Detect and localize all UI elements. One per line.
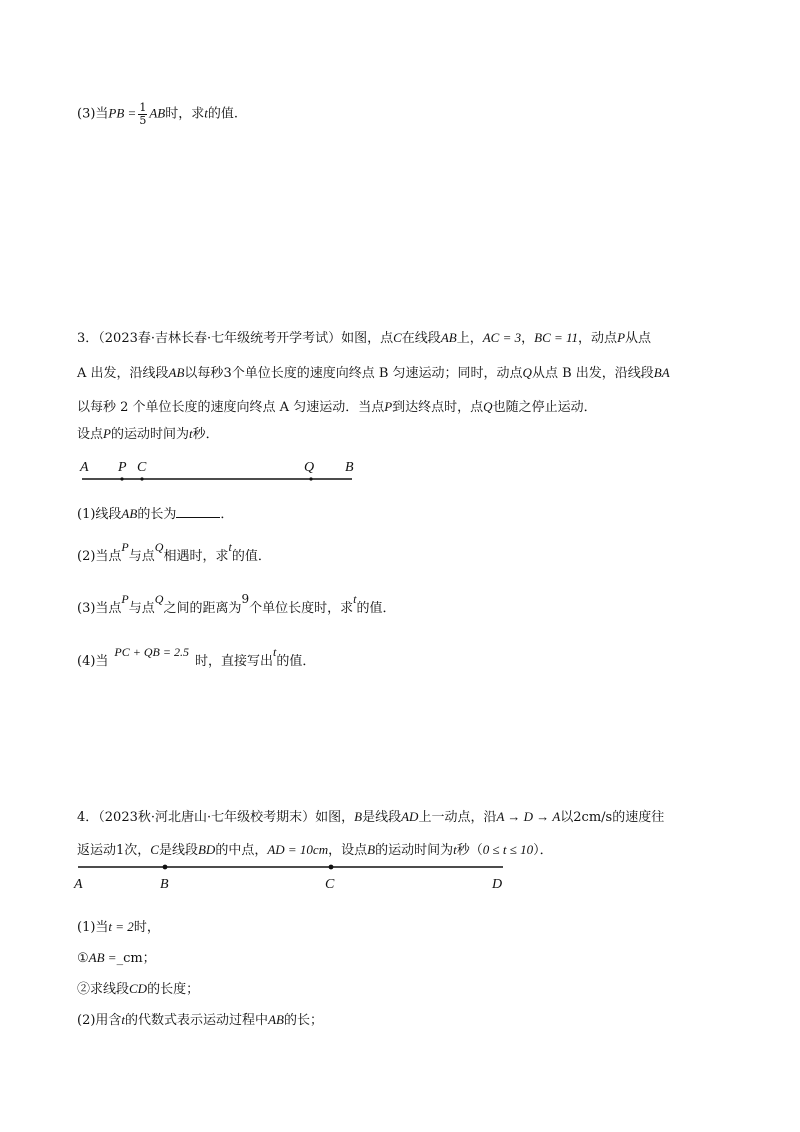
text: 3．（2023春·吉林长春·七年级统考开学考试）如图，点	[77, 331, 394, 346]
text: ②求线段	[77, 982, 130, 997]
text: 上，	[456, 331, 483, 346]
text: ，	[521, 331, 535, 346]
text: (1)线段	[77, 507, 122, 522]
text: 以每秒 2 个单位长度的速度向终点 A 匀速运动．当点	[77, 400, 385, 415]
problem-3-line-4	[77, 423, 219, 442]
problem-4-part-1-ii	[77, 978, 199, 997]
math-ad: AD	[401, 809, 419, 824]
text: ．	[220, 507, 234, 522]
math-bc: BC = 11	[534, 330, 579, 345]
text: 秒．	[192, 427, 219, 442]
point-c	[329, 865, 334, 870]
math-9: 9	[241, 592, 250, 606]
math-cd: CD	[129, 981, 148, 996]
text: 与点	[128, 601, 155, 616]
text: 的长；	[283, 1013, 323, 1028]
problem-3-line-3	[77, 396, 597, 415]
math-ab: AB	[168, 365, 185, 380]
text: 的运动时间为	[375, 843, 454, 858]
math-q: Q	[154, 540, 164, 554]
math-ab: AB	[149, 105, 166, 121]
point-c	[140, 477, 143, 480]
text: (2)当点	[77, 549, 122, 564]
problem-4-part-2	[77, 1009, 323, 1028]
point-p	[120, 477, 123, 480]
text: 以	[560, 810, 574, 825]
math-ab-eq: AB =	[88, 950, 117, 965]
problem-4-figure	[68, 858, 518, 894]
text: 个单位长度的速度向终点 B 匀速运动；同时，动点	[231, 366, 523, 381]
text: 在线段	[401, 331, 441, 346]
text: (3)当	[77, 106, 109, 122]
text: 是线段	[362, 810, 402, 825]
text: 从点 B 出发，沿线段	[531, 366, 654, 381]
text: (2)用含	[77, 1013, 122, 1028]
math-t: t	[353, 592, 357, 606]
label-b: B	[160, 877, 169, 892]
text: (4)当	[77, 654, 109, 669]
text: 个单位长度时，求	[249, 601, 354, 616]
text: 设点	[77, 427, 104, 442]
text: ；	[142, 951, 156, 966]
text: 上一动点，沿	[418, 810, 497, 825]
math-q: Q	[483, 399, 493, 414]
label-b: B	[345, 460, 354, 475]
text: 秒（	[456, 843, 483, 858]
text: 到达终点时，点	[392, 400, 484, 415]
math-p: P	[121, 540, 129, 554]
text: 也随之停止运动．	[492, 400, 597, 415]
answer-blank	[176, 505, 220, 518]
math-path: A → D → A	[496, 809, 561, 824]
text: 相遇时，求	[163, 549, 229, 564]
math-bd: BD	[197, 842, 216, 857]
math-t: t	[188, 426, 193, 441]
text: 的中点，	[215, 843, 268, 858]
math-speed: 2cm/s	[573, 810, 613, 825]
point-b	[163, 865, 168, 870]
problem-4-part-1-i	[77, 947, 156, 966]
math-ac: AC = 3	[482, 330, 522, 345]
fraction-denominator: 5	[139, 114, 147, 127]
text: 时，	[133, 920, 160, 935]
text: 时，求	[165, 106, 205, 122]
math-t: t	[272, 645, 277, 659]
text: 的值．	[276, 654, 316, 669]
math-pb: PB =	[108, 105, 137, 121]
text: 是线段	[158, 843, 198, 858]
text: ①	[77, 951, 89, 966]
problem-3-line-1	[77, 327, 651, 346]
text: 的长为	[137, 507, 177, 522]
math-c: C	[150, 842, 159, 857]
math-p: P	[617, 330, 626, 345]
text: ）．	[533, 843, 553, 858]
text: 时，直接写出	[194, 654, 273, 669]
text: 的值.	[207, 106, 238, 122]
text: 的速度往	[612, 810, 665, 825]
math-t: t	[204, 105, 208, 121]
math-q: Q	[154, 592, 164, 606]
text: 返运动1次，	[77, 843, 151, 858]
math-c: C	[393, 330, 402, 345]
text: 4．（2023秋·河北唐山·七年级校考期末）如图，	[77, 810, 355, 825]
math-cm: cm	[123, 951, 143, 966]
label-q: Q	[304, 460, 315, 475]
math-ab: AB	[440, 330, 457, 345]
text: (3)当点	[77, 601, 122, 616]
math-t: t	[228, 540, 232, 554]
text: 的长度；	[147, 982, 200, 997]
math-b: B	[354, 809, 363, 824]
label-a: A	[74, 877, 83, 892]
text: (1)当	[77, 920, 109, 935]
text: 的值．	[231, 549, 271, 564]
problem-3-line-2	[77, 362, 670, 381]
math-p: P	[121, 592, 129, 606]
text: 的值．	[356, 601, 396, 616]
text: 从点	[625, 331, 652, 346]
math-p: P	[103, 426, 111, 441]
problem-3-part-3	[77, 592, 396, 616]
math-ab: AB	[121, 506, 138, 521]
text: ，动点	[578, 331, 618, 346]
math-ad-eq: AD = 10cm	[267, 842, 329, 857]
problem-3-part-1	[77, 503, 233, 522]
math-pc-qb: PC + QB = 2.5	[114, 645, 189, 659]
label-a: A	[80, 460, 89, 475]
problem-3-part-4	[77, 645, 316, 669]
math-b: B	[367, 842, 376, 857]
text: 与点	[128, 549, 155, 564]
problem-4-line-2	[77, 839, 553, 858]
text: 以每秒	[184, 366, 224, 381]
math-t: t	[121, 1012, 126, 1027]
q2-part3	[77, 102, 238, 126]
answer-blank: _	[116, 951, 124, 966]
text: 的代数式表示运动过程中	[125, 1013, 269, 1028]
problem-4-part-1	[77, 916, 160, 935]
math-ab: AB	[268, 1012, 284, 1027]
label-c: C	[325, 877, 335, 892]
problem-3-part-2	[77, 540, 271, 564]
text: 之间的距离为	[163, 601, 242, 616]
problem-3-figure	[70, 452, 370, 492]
fraction-numerator: 1	[139, 101, 147, 114]
label-p: P	[118, 460, 127, 475]
problem-4-line-1	[77, 806, 664, 825]
math-q: Q	[522, 365, 532, 380]
label-c: C	[137, 460, 147, 475]
text: 的运动时间为	[110, 427, 189, 442]
math-p: P	[384, 399, 393, 414]
text: A 出发，沿线段	[77, 366, 169, 381]
point-q	[309, 477, 312, 480]
math-t: t	[453, 842, 457, 857]
math-t-eq: t = 2	[108, 919, 134, 934]
label-d: D	[492, 877, 503, 892]
math-3: 3	[223, 366, 232, 381]
text: ，设点	[328, 843, 368, 858]
fraction-one-fifth	[138, 102, 147, 126]
math-range: 0 ≤ t ≤ 10	[482, 842, 534, 857]
math-ba: BA	[653, 365, 670, 380]
